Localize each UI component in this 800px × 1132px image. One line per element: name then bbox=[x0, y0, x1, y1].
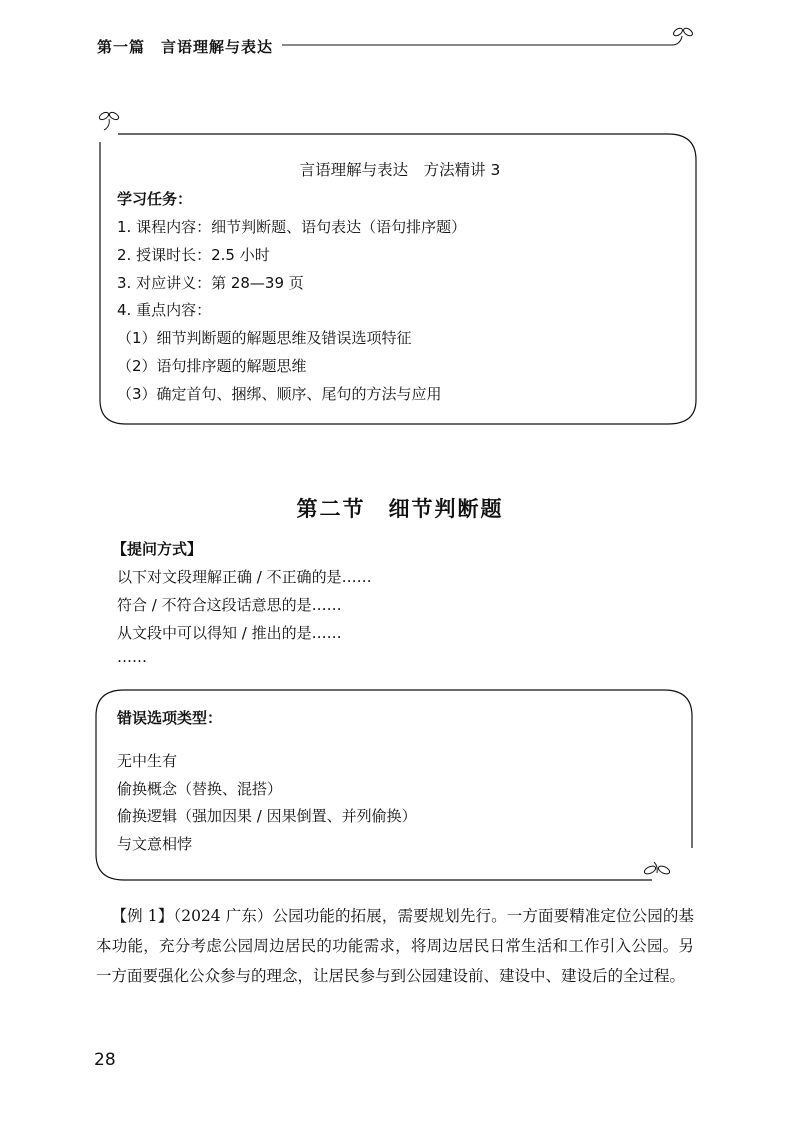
error-type-item: 偷换概念（替换、混搭） bbox=[117, 780, 283, 798]
chapter-header: 第一篇 言语理解与表达 bbox=[97, 38, 274, 56]
sprout-icon bbox=[672, 27, 694, 45]
study-task-line: （1）细节判断题的解题思维及错误选项特征 bbox=[117, 329, 412, 347]
question-form-line: …… bbox=[117, 648, 147, 666]
error-type-item: 与文意相悖 bbox=[117, 835, 193, 853]
question-forms-heading: 【提问方式】 bbox=[112, 540, 203, 558]
section-title: 第二节 细节判断题 bbox=[296, 496, 504, 521]
error-type-item: 偷换逻辑（强加因果 / 因果倒置、并列偷换） bbox=[117, 807, 417, 825]
study-task-line: 4. 重点内容： bbox=[117, 301, 212, 319]
question-form-line: 符合 / 不符合这段话意思的是…… bbox=[117, 596, 342, 614]
study-task-line: （2）语句排序题的解题思维 bbox=[117, 357, 307, 375]
page-number: 28 bbox=[94, 1050, 116, 1070]
study-task-line: 3. 对应讲义：第 28—39 页 bbox=[117, 274, 304, 292]
error-type-item: 无中生有 bbox=[117, 752, 178, 770]
question-form-line: 从文段中可以得知 / 推出的是…… bbox=[117, 624, 342, 642]
study-task-line: （3）确定首句、捆绑、顺序、尾句的方法与应用 bbox=[117, 385, 442, 403]
error-types-title: 错误选项类型： bbox=[117, 709, 223, 727]
question-form-line: 以下对文段理解正确 / 不正确的是…… bbox=[117, 568, 372, 586]
method-box-title: 言语理解与表达 方法精讲 3 bbox=[299, 161, 501, 179]
example-paragraph: 【例 1】（2024 广东）公园功能的拓展，需要规划先行。一方面要精准定位公园的基本功能，充分考虑公园周边居民的功能需求，将周边居民日常生活和工作引入公园。另一方面要强化公众参与的理念，让居民参与到公园建设前、建设中、建设后的全过程。 bbox=[96, 907, 694, 985]
study-task-heading: 学习任务： bbox=[117, 190, 193, 208]
study-task-line: 1. 课程内容：细节判断题、语句表达（语句排序题） bbox=[117, 218, 467, 236]
study-task-line: 2. 授课时长：2.5 小时 bbox=[117, 246, 270, 264]
sprout-icon bbox=[643, 862, 671, 875]
sprout-icon bbox=[98, 111, 120, 130]
